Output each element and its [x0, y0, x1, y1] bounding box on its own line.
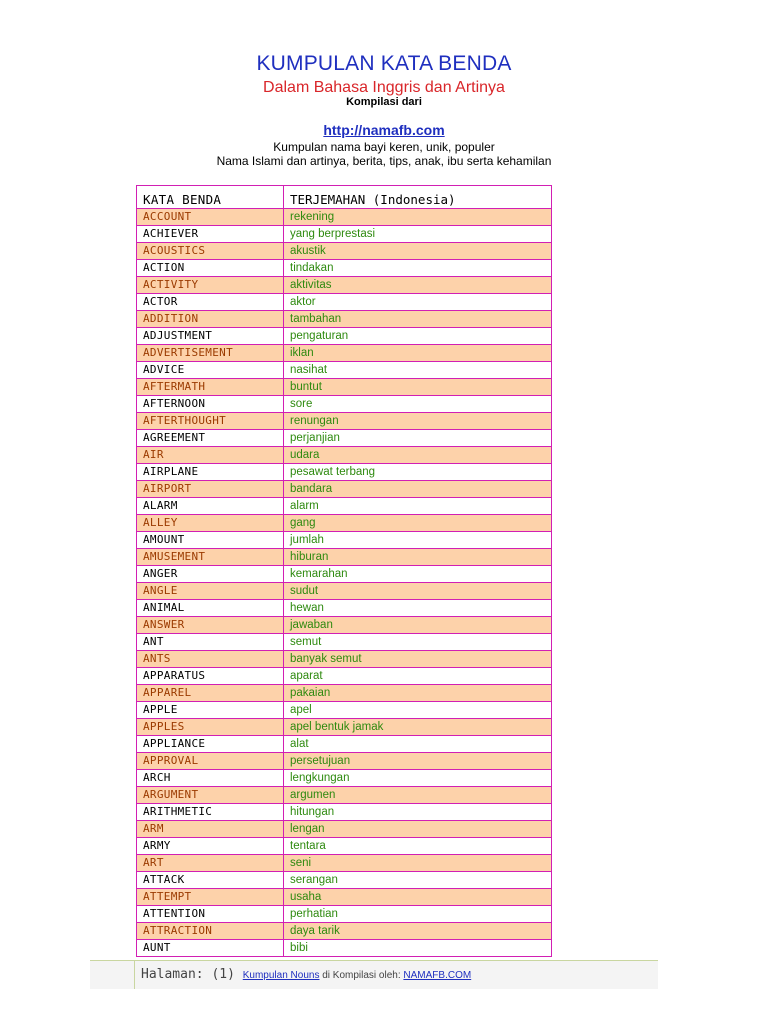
table-row: [137, 209, 552, 226]
noun-translation: alat: [284, 736, 552, 753]
noun-translation: persetujuan: [284, 753, 552, 770]
noun-english: APPLES: [137, 719, 284, 736]
noun-english: ARMY: [137, 838, 284, 855]
noun-translation: lengkungan: [284, 770, 552, 787]
document-title: KUMPULAN KATA BENDA: [256, 52, 512, 75]
noun-translation: bandara: [284, 481, 552, 498]
table-row: [137, 294, 552, 311]
noun-english: ART: [137, 855, 284, 872]
table-row: [137, 532, 552, 549]
noun-translation: aktivitas: [284, 277, 552, 294]
noun-translation: semut: [284, 634, 552, 651]
table-row: [137, 838, 552, 855]
noun-translation: aktor: [284, 294, 552, 311]
table-row: [137, 923, 552, 940]
noun-english: APPARATUS: [137, 668, 284, 685]
noun-english: ANTS: [137, 651, 284, 668]
noun-english: ACTIVITY: [137, 277, 284, 294]
footer-text: [141, 967, 471, 982]
table-row: [137, 345, 552, 362]
table-row: [137, 736, 552, 753]
noun-translation: hewan: [284, 600, 552, 617]
source-url-link[interactable]: http://namafb.com: [323, 122, 445, 138]
description-line-2: Nama Islami dan artinya, berita, tips, anak, ibu serta kehamilan: [216, 154, 552, 168]
noun-translation: akustik: [284, 243, 552, 260]
table-row: [137, 413, 552, 430]
noun-english: ACOUSTICS: [137, 243, 284, 260]
page-number-label: Halaman: (1): [141, 967, 235, 982]
noun-english: ANGER: [137, 566, 284, 583]
table-row: [137, 821, 552, 838]
table-row: [137, 651, 552, 668]
noun-english: ATTRACTION: [137, 923, 284, 940]
noun-english: APPLIANCE: [137, 736, 284, 753]
noun-english: ALLEY: [137, 515, 284, 532]
noun-english: ADVICE: [137, 362, 284, 379]
table-row: [137, 277, 552, 294]
noun-translation: iklan: [284, 345, 552, 362]
noun-translation: jawaban: [284, 617, 552, 634]
footer-middle-text: di Kompilasi oleh:: [319, 970, 404, 981]
noun-english: ADVERTISEMENT: [137, 345, 284, 362]
table-row: [137, 719, 552, 736]
table-row: [137, 889, 552, 906]
noun-english: ATTENTION: [137, 906, 284, 923]
table-row: [137, 566, 552, 583]
footer-link-kumpulan-nouns[interactable]: Kumpulan Nouns: [242, 970, 320, 981]
table-header-row: [137, 186, 552, 209]
table-row: [137, 872, 552, 889]
noun-english: ANT: [137, 634, 284, 651]
table-row: [137, 464, 552, 481]
table-row: [137, 379, 552, 396]
noun-translation: tentara: [284, 838, 552, 855]
noun-translation: alarm: [284, 498, 552, 515]
table-row: [137, 311, 552, 328]
table-row: [137, 702, 552, 719]
noun-english: AMOUNT: [137, 532, 284, 549]
noun-english: AIR: [137, 447, 284, 464]
table-row: [137, 600, 552, 617]
table-row: [137, 940, 552, 957]
noun-english: AFTERTHOUGHT: [137, 413, 284, 430]
noun-english: ANSWER: [137, 617, 284, 634]
noun-translation: pengaturan: [284, 328, 552, 345]
noun-english: ARCH: [137, 770, 284, 787]
table-row: [137, 481, 552, 498]
table-row: [137, 685, 552, 702]
column-header-kata-benda: KATA BENDA: [137, 186, 284, 209]
table-row: [137, 634, 552, 651]
table-row: [137, 362, 552, 379]
noun-english: ACTOR: [137, 294, 284, 311]
noun-translation: sore: [284, 396, 552, 413]
noun-translation: perjanjian: [284, 430, 552, 447]
noun-english: ARITHMETIC: [137, 804, 284, 821]
noun-english: APPROVAL: [137, 753, 284, 770]
table-row: [137, 770, 552, 787]
noun-translation: rekening: [284, 209, 552, 226]
table-row: [137, 668, 552, 685]
footer-divider: [134, 961, 135, 989]
noun-english: AFTERNOON: [137, 396, 284, 413]
noun-translation: hitungan: [284, 804, 552, 821]
noun-translation: perhatian: [284, 906, 552, 923]
table-row: [137, 243, 552, 260]
table-row: [137, 260, 552, 277]
noun-english: ATTACK: [137, 872, 284, 889]
noun-translation: bibi: [284, 940, 552, 957]
table-row: [137, 328, 552, 345]
footer-link-namafb[interactable]: NAMAFB.COM: [403, 970, 472, 981]
noun-translation: buntut: [284, 379, 552, 396]
table-row: [137, 753, 552, 770]
document-subtitle: Dalam Bahasa Inggris dan Artinya: [263, 79, 505, 96]
table-row: [137, 906, 552, 923]
noun-translation: pakaian: [284, 685, 552, 702]
noun-english: ANGLE: [137, 583, 284, 600]
noun-translation: udara: [284, 447, 552, 464]
table-row: [137, 549, 552, 566]
noun-translation: sudut: [284, 583, 552, 600]
table-row: [137, 447, 552, 464]
noun-translation: seni: [284, 855, 552, 872]
noun-translation: gang: [284, 515, 552, 532]
noun-translation: pesawat terbang: [284, 464, 552, 481]
noun-english: APPLE: [137, 702, 284, 719]
noun-translation: apel bentuk jamak: [284, 719, 552, 736]
column-header-terjemahan: TERJEMAHAN (Indonesia): [284, 186, 552, 209]
table-row: [137, 498, 552, 515]
noun-english: AMUSEMENT: [137, 549, 284, 566]
noun-translation: hiburan: [284, 549, 552, 566]
noun-english: ACTION: [137, 260, 284, 277]
compiled-from-label: Kompilasi dari: [346, 96, 422, 108]
noun-english: AGREEMENT: [137, 430, 284, 447]
noun-translation: aparat: [284, 668, 552, 685]
description-line-1: Kumpulan nama bayi keren, unik, populer: [273, 140, 495, 154]
noun-translation: usaha: [284, 889, 552, 906]
noun-translation: argumen: [284, 787, 552, 804]
noun-english: ARM: [137, 821, 284, 838]
table-row: [137, 804, 552, 821]
noun-english: ARGUMENT: [137, 787, 284, 804]
table-row: [137, 430, 552, 447]
noun-translation: jumlah: [284, 532, 552, 549]
noun-translation-table: [136, 185, 552, 957]
noun-translation: yang berprestasi: [284, 226, 552, 243]
noun-english: ADJUSTMENT: [137, 328, 284, 345]
noun-english: ADDITION: [137, 311, 284, 328]
noun-english: ALARM: [137, 498, 284, 515]
noun-english: ACCOUNT: [137, 209, 284, 226]
table-row: [137, 396, 552, 413]
noun-translation: daya tarik: [284, 923, 552, 940]
noun-english: AIRPORT: [137, 481, 284, 498]
noun-english: ATTEMPT: [137, 889, 284, 906]
noun-translation: tindakan: [284, 260, 552, 277]
page-footer: [90, 960, 658, 989]
noun-translation: kemarahan: [284, 566, 552, 583]
table-row: [137, 787, 552, 804]
noun-english: ANIMAL: [137, 600, 284, 617]
source-url: [0, 122, 768, 138]
noun-english: APPAREL: [137, 685, 284, 702]
noun-english: AIRPLANE: [137, 464, 284, 481]
noun-translation: serangan: [284, 872, 552, 889]
table-row: [137, 583, 552, 600]
noun-translation: tambahan: [284, 311, 552, 328]
noun-translation: nasihat: [284, 362, 552, 379]
noun-english: AFTERMATH: [137, 379, 284, 396]
noun-english: ACHIEVER: [137, 226, 284, 243]
table-row: [137, 515, 552, 532]
table-row: [137, 855, 552, 872]
noun-translation: lengan: [284, 821, 552, 838]
noun-translation: banyak semut: [284, 651, 552, 668]
noun-translation: renungan: [284, 413, 552, 430]
noun-translation: apel: [284, 702, 552, 719]
table-row: [137, 617, 552, 634]
noun-english: AUNT: [137, 940, 284, 957]
table-row: [137, 226, 552, 243]
